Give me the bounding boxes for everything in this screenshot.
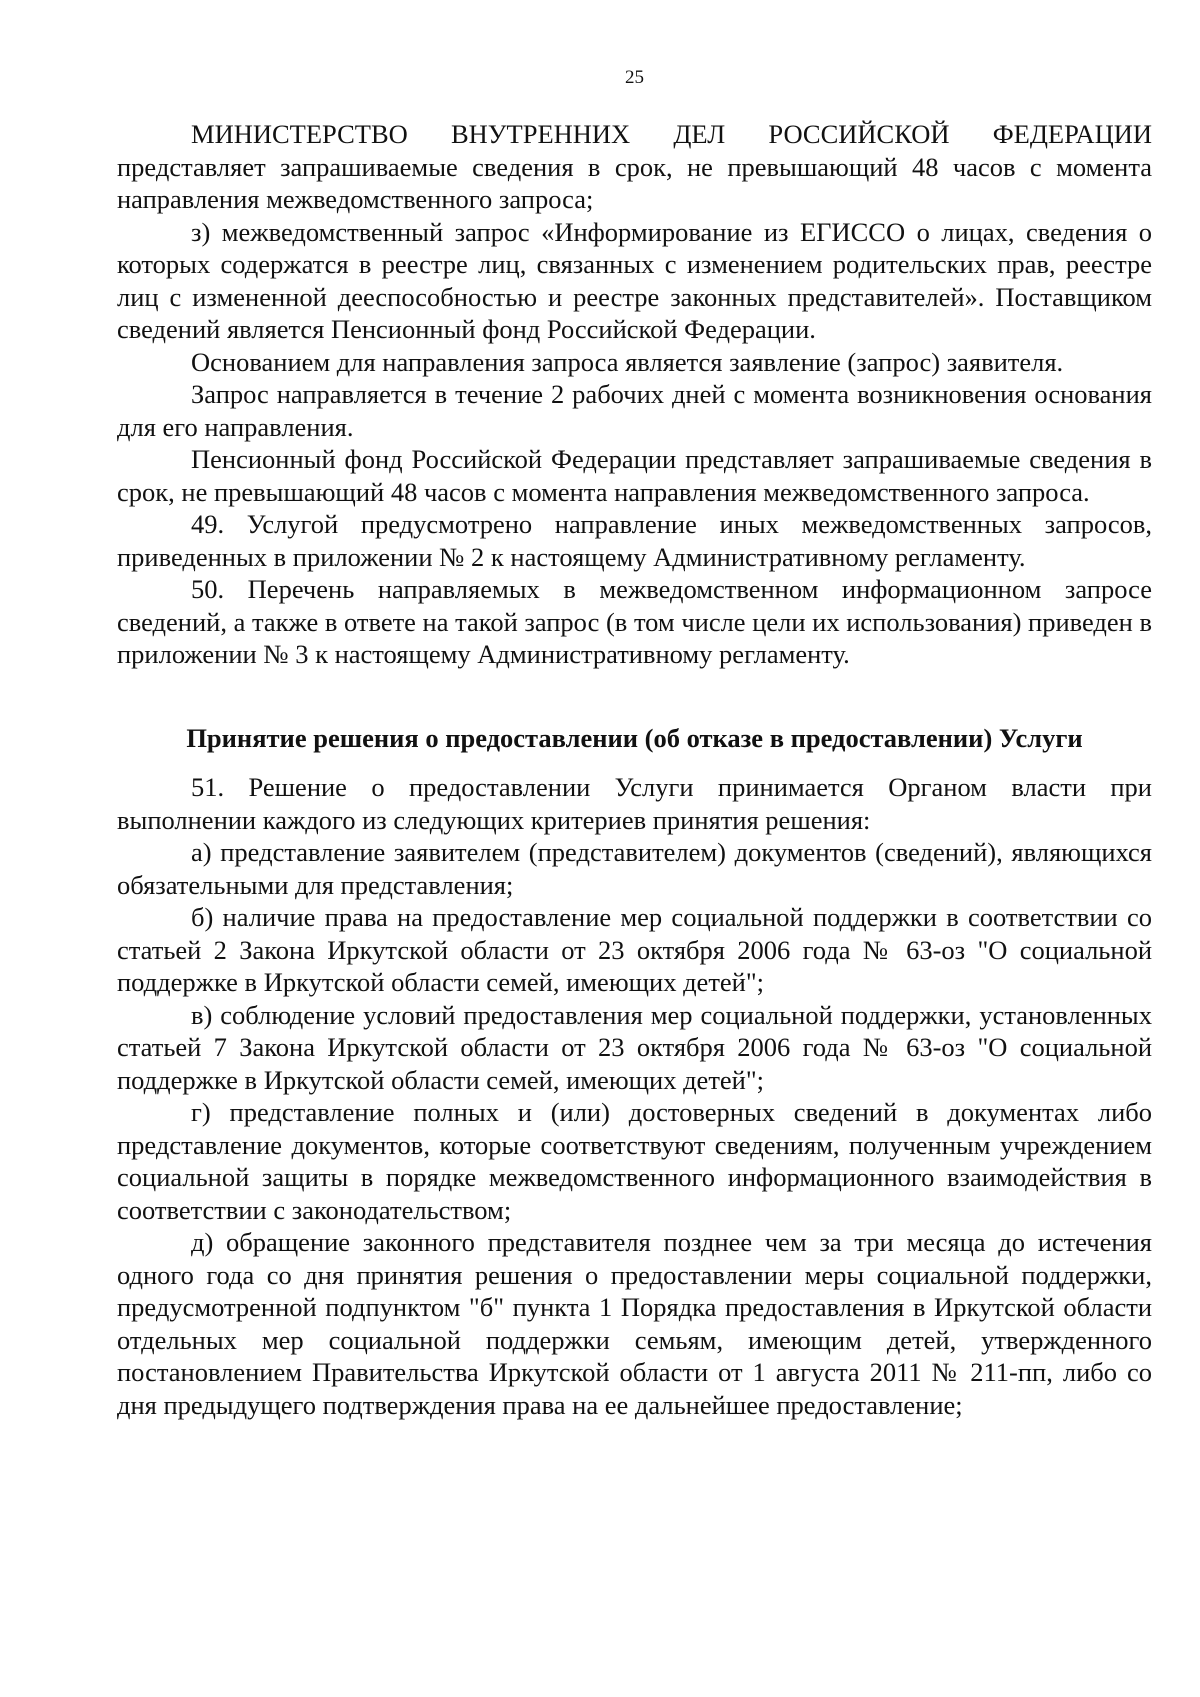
paragraph-criterion-g: г) представление полных и (или) достоверных сведений в документах либо представление документов, которые соответствуют сведениям, полученным учреждением социальной защиты в порядке межведомственного информационного взаимодействия в соответствии с законодательством; bbox=[117, 1097, 1152, 1225]
paragraph-item-51: 51. Решение о предоставлении Услуги принимается Органом власти при выполнении каждого из следующих критериев принятия решения: bbox=[117, 772, 1152, 835]
paragraph-request-egisso: з) межведомственный запрос «Информирование из ЕГИССО о лицах, сведения о которых содержатся в реестре лиц, связанных с изменением родительских прав, реестре лиц с измененной дееспособностью и реестре законных представителей». Поставщиком сведений является Пенсионный фонд Российской Федерации. bbox=[117, 216, 1152, 344]
paragraph-criterion-d: д) обращение законного представителя позднее чем за три месяца до истечения одного года со дня принятия решения о предоставлении меры социальной поддержки, предусмотренной подпунктом "б" пункта 1 Порядка предоставления в Иркутской области отдельных мер социальной поддержки семьям, имеющим детей, утвержденного постановлением Правительства Иркутской области от 1 августа 2011 № 211-пп, либо со дня предыдущего подтверждения права на ее дальнейшее предоставление; bbox=[117, 1227, 1152, 1420]
paragraph-request-deadline: Запрос направляется в течение 2 рабочих дней с момента возникновения основания для его направления. bbox=[117, 379, 1152, 442]
paragraph-criterion-a: а) представление заявителем (представителем) документов (сведений), являющихся обязательными для представления; bbox=[117, 837, 1152, 900]
paragraph-pension-fund-response: Пенсионный фонд Российской Федерации представляет запрашиваемые сведения в срок, не превышающий 48 часов с момента направления межведомственного запроса. bbox=[117, 444, 1152, 507]
paragraph-criterion-b: б) наличие права на предоставление мер социальной поддержки в соответствии со статьей 2 Закона Иркутской области от 23 октября 2006 года № 63-оз "О социальной поддержке в Иркутской области семей, имеющих детей"; bbox=[117, 902, 1152, 997]
paragraph-criterion-v: в) соблюдение условий предоставления мер социальной поддержки, установленных статьей 7 Закона Иркутской области от 23 октября 2006 года № 63-оз "О социальной поддержке в Иркутской области семей, имеющих детей"; bbox=[117, 999, 1152, 1095]
section-heading: Принятие решения о предоставлении (об отказе в предоставлении) Услуги bbox=[186, 722, 1083, 753]
paragraph-item-49: 49. Услугой предусмотрено направление иных межведомственных запросов, приведенных в приложении № 2 к настоящему Административному регламенту. bbox=[117, 509, 1152, 572]
paragraph-request-basis: Основанием для направления запроса является заявление (запрос) заявителя. bbox=[191, 346, 1064, 377]
paragraph-mvd-response-term: МИНИСТЕРСТВО ВНУТРЕННИХ ДЕЛ РОССИЙСКОЙ ФЕДЕРАЦИИ представляет запрашиваемые сведения в срок, не превышающий 48 часов с момента направления межведомственного запроса; bbox=[117, 119, 1152, 214]
page-number: 25 bbox=[625, 67, 644, 88]
paragraph-item-50: 50. Перечень направляемых в межведомственном информационном запросе сведений, а также в ответе на такой запрос (в том числе цели их использования) приведен в приложении № 3 к настоящему Административному регламенту. bbox=[117, 574, 1153, 669]
document-body bbox=[117, 118, 1152, 1421]
